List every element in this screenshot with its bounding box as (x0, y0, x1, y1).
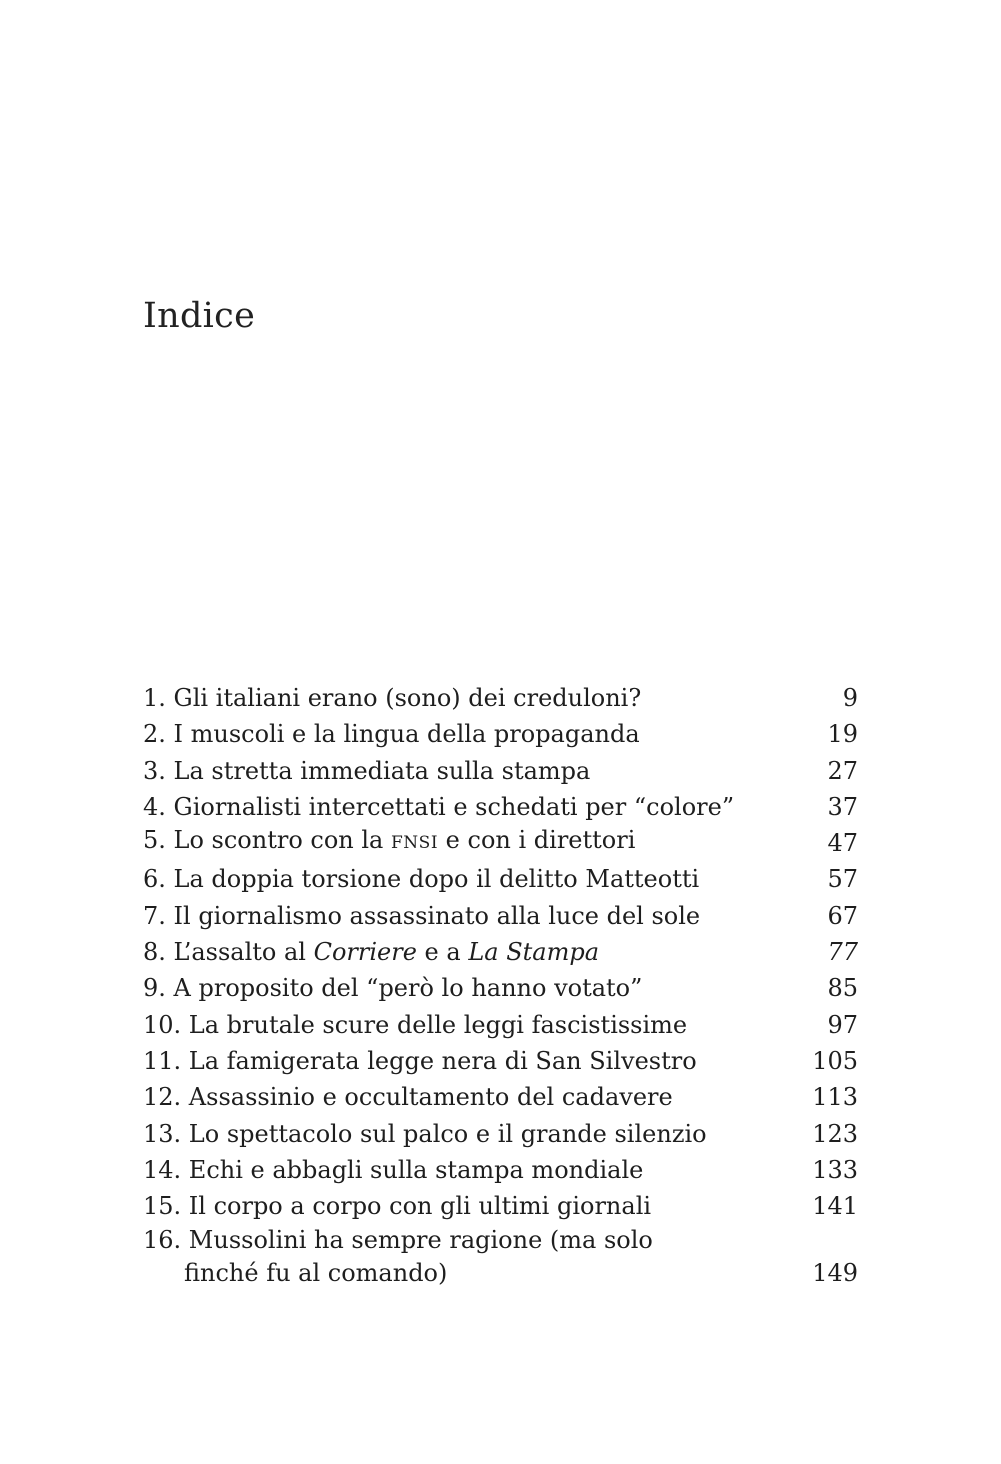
toc-entry-label: 6. La doppia torsione dopo il delitto Matteotti (143, 865, 700, 894)
toc-entry-page: 47 (827, 829, 858, 858)
toc-entry-page: 9 (842, 684, 858, 712)
toc-entry-label: 2. I muscoli e la lingua della propaganda (143, 720, 640, 749)
toc-entry-label-line: 16. Mussolini ha sempre ragione (ma solo (143, 1226, 653, 1255)
toc-entry-2[interactable] (143, 716, 858, 752)
toc-entry-label-part: 8. L’assalto al (143, 938, 314, 967)
toc-entry-label: 13. Lo spettacolo sul palco e il grande silenzio (143, 1119, 707, 1148)
toc-entry-label: 3. La stretta immediata sulla stampa (143, 756, 591, 785)
toc-entry-page: 85 (827, 974, 858, 1003)
toc-entry-1[interactable] (143, 680, 858, 716)
toc-entry-label-part: e a (416, 938, 469, 967)
page-title: Indice (143, 296, 256, 336)
toc-entry-page: 77 (827, 938, 858, 967)
toc-entry-label-part: 5. Lo scontro con la (143, 826, 391, 855)
toc-entry-label: 10. La brutale scure delle leggi fascistissime (143, 1010, 688, 1039)
toc-entry-page: 67 (827, 901, 858, 930)
toc-entry-label: 11. La famigerata legge nera di San Silvestro (143, 1046, 697, 1075)
toc-entry-6[interactable] (143, 861, 858, 897)
toc-entry-page: 141 (812, 1192, 858, 1221)
toc-entry-9[interactable] (143, 970, 858, 1006)
toc-entry-page: 19 (827, 720, 858, 749)
toc-entry-11[interactable] (143, 1043, 858, 1079)
toc-entry-15[interactable] (143, 1188, 858, 1224)
toc-entry-14[interactable] (143, 1152, 858, 1188)
toc-entry-label: 4. Giornalisti intercettati e schedati per “colore” (143, 792, 735, 821)
toc-entry-label-line: finché fu al comando) (184, 1259, 448, 1288)
toc-entry-5[interactable] (143, 825, 858, 861)
toc-entry-label (143, 1224, 653, 1290)
toc-entry-page: 27 (827, 756, 858, 785)
toc-entry-10[interactable] (143, 1007, 858, 1043)
toc-entry-page: 105 (812, 1046, 858, 1075)
toc-entry-label: 12. Assassinio e occultamento del cadavere (143, 1083, 673, 1112)
fnsi-abbreviation: FNSI (391, 833, 439, 854)
toc-entry-label: 15. Il corpo a corpo con gli ultimi giornali (143, 1192, 652, 1221)
newspaper-title-la-stampa: La Stampa (468, 938, 600, 967)
toc-entry-13[interactable] (143, 1116, 858, 1152)
toc-entry-label-part: e con i direttori (438, 826, 636, 855)
table-of-contents (143, 680, 858, 1290)
toc-entry-page: 113 (812, 1083, 858, 1112)
toc-entry-16[interactable] (143, 1224, 858, 1290)
toc-entry-label: 9. A proposito del “però lo hanno votato” (143, 974, 643, 1003)
toc-entry-label: 1. Gli italiani erano (sono) dei creduloni? (143, 684, 642, 712)
toc-entry-label (143, 822, 635, 861)
toc-entry-page: 97 (827, 1010, 858, 1039)
toc-entry-page: 37 (827, 792, 858, 821)
toc-entry-page: 123 (812, 1119, 858, 1148)
toc-entry-12[interactable] (143, 1079, 858, 1115)
toc-entry-7[interactable] (143, 898, 858, 934)
toc-entry-page: 57 (827, 865, 858, 894)
toc-entry-label: 14. Echi e abbagli sulla stampa mondiale (143, 1155, 644, 1184)
toc-entry-page: 133 (812, 1155, 858, 1184)
newspaper-title-corriere: Corriere (313, 938, 417, 967)
toc-entry-label (143, 934, 599, 970)
toc-entry-label: 7. Il giornalismo assassinato alla luce del sole (143, 901, 701, 930)
toc-entry-3[interactable] (143, 753, 858, 789)
toc-entry-8[interactable] (143, 934, 858, 970)
toc-entry-4[interactable] (143, 789, 858, 825)
toc-entry-page: 149 (812, 1259, 858, 1288)
